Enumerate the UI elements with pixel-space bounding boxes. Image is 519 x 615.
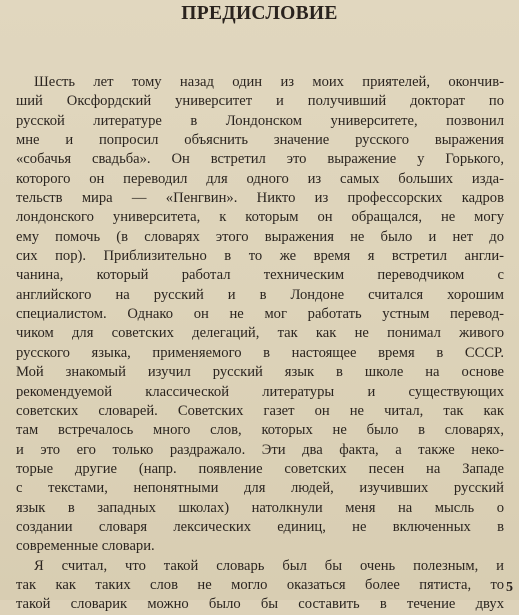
text-line: рекомендуемой классической литературы и существующих: [16, 383, 504, 400]
text-line: Я считал, что такой словарь был бы очень полезным, и: [34, 557, 504, 574]
text-line: современные словари.: [16, 538, 155, 555]
page-number: 5: [506, 580, 513, 595]
paragraph: [16, 557, 504, 615]
text-line: Мой знакомый изучил русский язык в школе на основе: [16, 364, 504, 381]
text-line: русской литературе в Лондонском университете, позвонил: [16, 112, 504, 129]
text-line: такой словарик можно было бы составить в течение двух: [16, 596, 504, 613]
text-line: с текстами, непонятными для людей, изучивших русский: [16, 480, 504, 497]
preface-body: [16, 73, 504, 615]
text-line: которого он переводил для одного из самых больших изда-: [16, 170, 504, 187]
text-line: ший Оксфордский университет и получивший докторат по: [16, 93, 504, 110]
text-line: мне и попросил объяснить значение русского выражения: [16, 132, 504, 149]
text-line: язык в западных школах) натолкнули меня на мысль о: [16, 499, 504, 516]
text-line: английского на русский и в Лондоне считался хорошим: [16, 286, 504, 303]
text-line: русского языка, применяемого в настоящее время в СССР.: [16, 344, 504, 361]
text-line: Шесть лет тому назад один из моих приятелей, окончив-: [34, 74, 504, 90]
text-line: «собачья свадьба». Он встретил это выражение у Горького,: [16, 151, 504, 168]
text-line: сих пор). Приблизительно в то же время я встретил англи-: [16, 248, 504, 265]
text-line: лондонского университета, к которым он обращался, не могу: [16, 209, 504, 226]
text-line: создании словаря лексических единиц, не включенных в: [16, 518, 504, 535]
text-line: тельств мира — «Пенгвин». Никто из профессорских кадров: [16, 190, 504, 207]
text-line: и это его только раздражало. Эти два факта, а также неко-: [16, 441, 504, 458]
text-line: так как таких слов не могло оказаться более пятиста, то: [16, 576, 504, 593]
text-line: чиком для советских делегаций, так как не понимал живого: [16, 325, 504, 342]
text-line: торые другие (напр. появление советских песен на Западе: [16, 460, 504, 477]
text-line: советских словарей. Советских газет он не читал, так как: [16, 402, 504, 419]
text-line: специалистом. Однако он не мог работать устным перевод-: [16, 306, 504, 323]
text-line: там встречалось много слов, которых не было в словарях,: [16, 422, 504, 439]
page-heading: ПРЕДИСЛОВИЕ: [181, 3, 338, 24]
paragraph: [16, 73, 504, 557]
text-line: чанина, который работал техническим переводчиком с: [16, 267, 504, 284]
text-line: ему помочь (в словарях этого выражения не было и нет до: [16, 228, 504, 245]
